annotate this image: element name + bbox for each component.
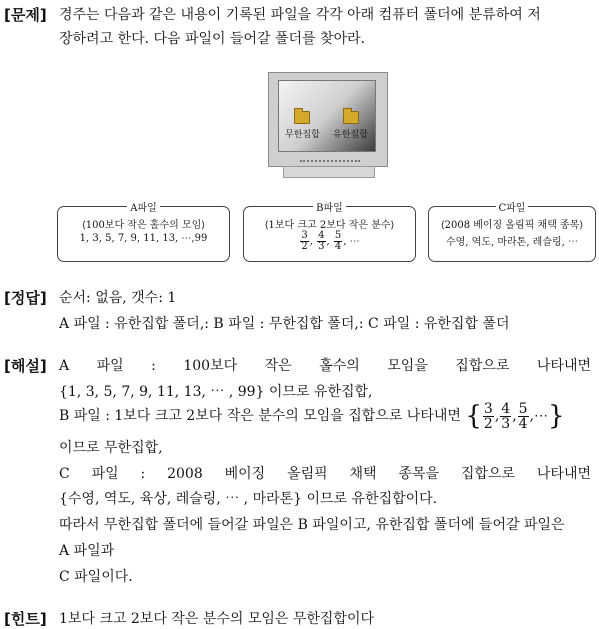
monitor-vent: [300, 160, 360, 164]
folder-icon-finite: [343, 111, 359, 124]
explanation-c-set-line: [59, 488, 437, 508]
explanation-a-tail: 이므로 유한집합,: [264, 384, 373, 400]
file-box-c: [428, 203, 596, 262]
fraction: $\frac{3}{2}$: [483, 400, 493, 432]
computer-monitor: [268, 72, 388, 167]
explanation-a-set: {1, 3, 5, 7, 9, 11, 13, ⋯ , 99}: [59, 384, 265, 400]
explanation-conclusion-3: C 파일이다.: [59, 569, 133, 585]
hint-tag: [힌트]: [4, 610, 47, 628]
problem-tag: [문제]: [4, 6, 47, 24]
hint-text: 1보다 크고 2보다 작은 분수의 모임은 무한집합이다: [59, 611, 374, 627]
fraction: $\frac{4}{3}$: [501, 400, 511, 432]
file-box-a: [57, 203, 230, 262]
explanation-conclusion-2: A 파일과: [59, 543, 115, 559]
explanation-c-line: C 파일 : 2008 베이징 올림픽 채택 종목을 집합으로 나타내면: [59, 466, 591, 482]
folder-label-finite: 유한집합: [333, 130, 368, 140]
file-a-desc: ⟨100보다 작은 홀수의 모임⟩: [81, 220, 206, 231]
folder-label-infinite: 무한집합: [285, 130, 320, 140]
file-box-b: [243, 203, 416, 262]
answer-tag: [정답]: [4, 289, 47, 307]
explanation-a-line: A 파일 : 100보다 작은 홀수의 모임을 집합으로 나타내면: [59, 358, 591, 374]
monitor-stand: [283, 166, 375, 178]
answer-line-2: A 파일 : 유한집합 폴더,: B 파일 : 무한집합 폴더,: C 파일 : 유한집합 폴더: [59, 316, 510, 332]
explanation-tag: [해설]: [4, 357, 47, 375]
fraction: $\frac{5}{4}$: [334, 230, 342, 252]
file-a-title: A파일: [127, 203, 160, 214]
file-b-title: B파일: [313, 203, 346, 214]
explanation-a-set-line: [59, 381, 372, 401]
file-a-values: 1, 3, 5, 7, 9, 11, 13, ⋯,99: [79, 233, 208, 244]
explanation-c-tail: 이므로 유한집합이다.: [302, 491, 438, 507]
file-b-desc: ⟨1보다 크고 2보다 작은 분수⟩: [264, 220, 395, 231]
file-c-desc: ⟨2008 베이징 올림픽 채택 종목⟩: [440, 220, 584, 231]
explanation-b-tail: 이므로 무한집합,: [59, 440, 163, 456]
folder-icon-infinite: [294, 111, 310, 124]
file-b-values: $\frac{3}{2}$ , $\frac{4}{3}$ , $\frac{5}{4}$ , ⋯: [301, 230, 360, 252]
fraction: $\frac{4}{3}$: [318, 230, 325, 252]
fraction: $\frac{3}{2}$: [301, 230, 308, 252]
explanation-b-line: B 파일 : 1보다 크고 2보다 작은 분수의 모임을 집합으로 나타내면 { $\frac{3}{2}$ , $\frac{4}{3}$ , $\frac{5}{4}$ ,⋯}: [59, 400, 565, 432]
explanation-c-set: {수영, 역도, 육상, 레슬링, ⋯ , 마라톤}: [59, 491, 303, 507]
fraction: $\frac{5}{4}$: [518, 400, 528, 432]
answer-line-1: 순서: 없음, 갯수: 1: [59, 290, 177, 306]
file-c-values: 수영, 역도, 마라톤, 레슬링, ⋯: [445, 237, 579, 248]
file-c-title: C파일: [496, 203, 529, 214]
explanation-conclusion-1: 따라서 무한집합 폴더에 들어갈 파일은 B 파일이고, 유한집합 폴더에 들어갈 파일은: [59, 517, 565, 533]
monitor-screen: [278, 80, 376, 152]
problem-line-2: 장하려고 한다. 다음 파일이 들어갈 폴더를 찾아라.: [59, 31, 366, 47]
problem-line-1: 경주는 다음과 같은 내용이 기록된 파일을 각각 아래 컴퓨터 폴더에 분류하여 저: [59, 7, 541, 23]
